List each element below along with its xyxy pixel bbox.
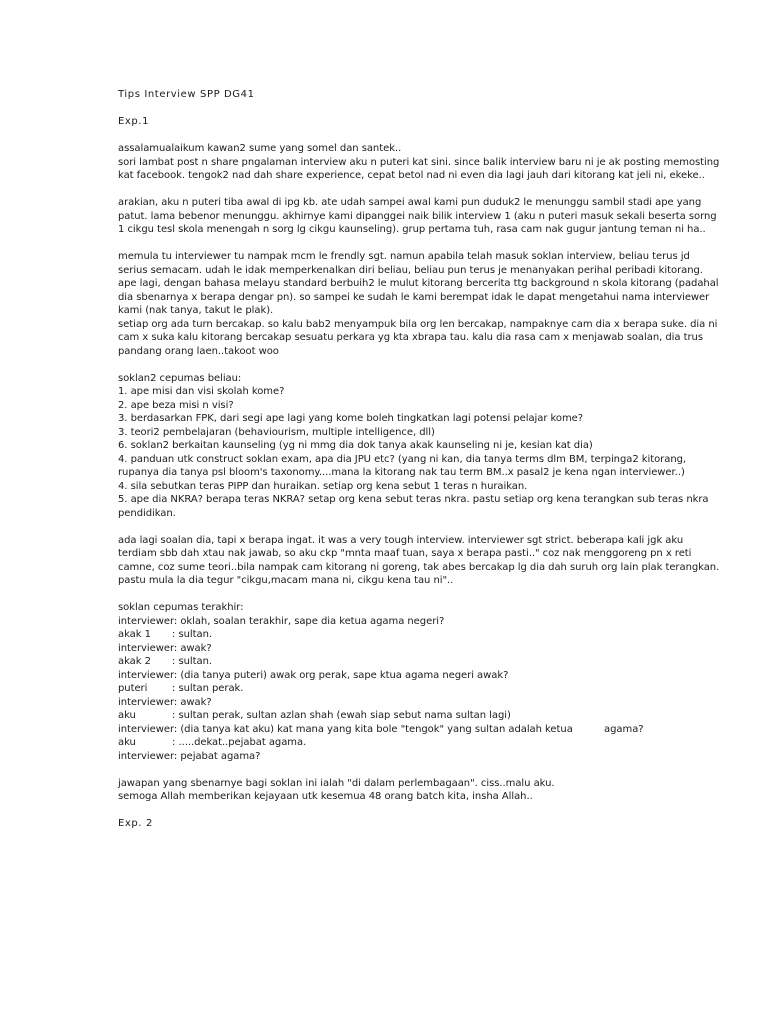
- list-heading: soklan2 cepumas beliau:: [118, 372, 242, 384]
- speaker-label: interviewer:: [118, 750, 178, 762]
- text-line: pandang orang laen..takoot woo: [118, 345, 279, 357]
- spacer: [118, 183, 668, 197]
- spacer: [118, 763, 668, 777]
- paragraph-tough-interview: [118, 534, 720, 588]
- document-title: Tips Interview SPP DG41: [118, 89, 255, 100]
- list-item: 6. soklan2 berkaitan kaunseling (yg ni mmg dia dok tanya akak kaunseling ni je, kesian kat dia): [118, 440, 593, 451]
- list-item: rupanya dia tanya psl bloom's taxonomy....mana la kitorang nak tau term BM..x pasal2 je kena ngan interviewer..): [118, 467, 685, 478]
- text-line: patut. lama bebenor menunggu. akhirnye kami dipanggei naik bilik interview 1 (aku n puteri masuk sekali beserta sorng: [118, 210, 717, 222]
- dialogue-heading: soklan cepumas terakhir:: [118, 602, 244, 613]
- speaker-label: aku: [118, 710, 136, 721]
- text-line: dia sbenarnya x berapa dengar pn). so sampei ke sudah le kami berempat idak le dapat mengetahui nama interviewer: [118, 291, 710, 303]
- dialogue-line: [118, 696, 668, 710]
- list-item: 4. panduan utk construct soklan exam, apa dia JPU etc? (yang ni kan, dia tanya terms dlm BM, terpinga2 kitorang,: [118, 453, 687, 465]
- dialogue-text: : sultan.: [172, 656, 212, 667]
- speaker-label: interviewer:: [118, 723, 178, 735]
- question-list: [118, 372, 709, 521]
- dialogue-line: [118, 669, 668, 683]
- list-item: 4. sila sebutkan teras PIPP dan huraikan. setiap org kena sebut 1 teras n huraikan.: [118, 480, 528, 492]
- spacer: [118, 520, 668, 534]
- speaker-label: akak 2: [118, 656, 151, 667]
- dialogue-text: (dia tanya kat aku) kat mana yang kita bole "tengok" yang sultan adalah ketua agama?: [177, 723, 644, 735]
- text-line: camne, coz sume teori..bila nampak cam kitorang ni goreng, tak abes bercakap lg dia dah suruh org lain plak terangkan.: [118, 561, 720, 573]
- list-item: pendidikan.: [118, 507, 176, 519]
- text-line: sori lambat post n share pngalaman interview aku n puteri kat sini. since balik interview baru ni je ak posting memosting: [118, 156, 720, 168]
- dialogue-text: oklah, soalan terakhir, sape dia ketua agama negeri?: [177, 615, 445, 627]
- dialogue-text: awak?: [177, 642, 212, 654]
- dialogue-line: [118, 642, 668, 656]
- spacer: [118, 237, 668, 251]
- spacer: [118, 129, 668, 143]
- list-item: 2. ape beza misi n visi?: [118, 399, 234, 411]
- dialogue-text: awak?: [177, 696, 212, 708]
- text-line: pastu mula la dia tegur "cikgu,macam mana ni, cikgu kena tau ni"..: [118, 575, 454, 586]
- text-line: ada lagi soalan dia, tapi x berapa ingat. it was a very tough interview. interviewer sgt strict. beberapa kali jgk aku: [118, 534, 684, 546]
- list-item: 3. berdasarkan FPK, dari segi ape lagi yang kome boleh tingkatkan lagi potensi pelajar kome?: [118, 413, 584, 424]
- section-label-exp1: Exp.1: [118, 116, 150, 127]
- text-line: jawapan yang sbenarnye bagi soklan ini ialah "di dalam perlembagaan". ciss..malu aku.: [118, 777, 555, 789]
- dialogue-text: : sultan.: [172, 629, 212, 640]
- text-line: terdiam sbb dah xtau nak jawab, so aku ckp "mnta maaf tuan, saya x berapa pasti.." coz nak menggoreng pn x reti: [118, 548, 692, 559]
- paragraph-interviewer: [118, 250, 719, 358]
- dialogue-text: : sultan perak, sultan azlan shah (ewah siap sebut nama sultan lagi): [172, 710, 511, 721]
- text-line: memula tu interviewer tu nampak mcm le frendly sgt. namun apabila telah masuk soklan interview, beliau terus jd: [118, 251, 690, 262]
- dialogue-line: [118, 723, 668, 737]
- dialogue-text: pejabat agama?: [177, 750, 261, 762]
- dialogue-line: [118, 655, 668, 669]
- text-line: cam x suka kalu kitorang bercakap sesuatu perkara yg kta xbrapa tau. kalu dia rasa cam x menjawab soalan, dia trus: [118, 332, 703, 343]
- text-line: kat facebook. tengok2 nad dah share experience, cepat betol nad ni even dia lagi jauh dari kitorang kat jeli ni, ekeke..: [118, 170, 705, 181]
- spacer: [118, 358, 668, 372]
- paragraph-answer: [118, 777, 668, 804]
- paragraph-intro: [118, 142, 720, 183]
- dialogue-line: [118, 750, 668, 764]
- dialogue-text: : sultan perak.: [172, 683, 244, 694]
- dialogue-line: [118, 615, 668, 629]
- dialogue-line: [118, 682, 668, 696]
- list-item: 5. ape dia NKRA? berapa teras NKRA? setap org kena sebut teras nkra. pastu setiap org kena terangkan sub teras nkra: [118, 494, 709, 505]
- list-item: 3. teori2 pembelajaran (behaviourism, multiple intelligence, dll): [118, 426, 435, 438]
- text-line: 1 cikgu tesl skola menengah n sorg lg cikgu kaunseling). grup pertama tuh, rasa cam nak gugur jantung teman ni ha..: [118, 224, 706, 235]
- text-line: setiap org ada turn bercakap. so kalu bab2 menyampuk bila org len bercakap, nampaknye cam dia x berapa suke. dia ni: [118, 318, 718, 330]
- text-line: ape lagi, dengan bahasa melayu standard berbuih2 le mulut kitorang bercerita ttg background n skola kitorang (padahal: [118, 278, 719, 289]
- dialogue-text: : .....dekat..pejabat agama.: [172, 737, 307, 748]
- paragraph-arrival: [118, 196, 717, 237]
- document-page: [118, 88, 720, 831]
- text-line: assalamualaikum kawan2 sume yang somel dan santek..: [118, 143, 402, 154]
- text-line: kami (nak tanya, takut le plak).: [118, 305, 274, 316]
- list-item: 1. ape misi dan visi skolah kome?: [118, 386, 285, 397]
- section-label-exp2: Exp. 2: [118, 818, 153, 829]
- spacer: [118, 804, 668, 818]
- speaker-label: akak 1: [118, 629, 151, 640]
- speaker-label: puteri: [118, 683, 148, 694]
- dialogue-line: [118, 628, 668, 642]
- speaker-label: interviewer:: [118, 642, 178, 654]
- dialogue-line: [118, 709, 668, 723]
- spacer: [118, 588, 668, 602]
- dialogue-line: [118, 736, 668, 750]
- speaker-label: aku: [118, 737, 136, 748]
- text-line: serius semacam. udah le idak memperkenalkan diri beliau, beliau pun terus je menanyakan perihal peribadi kitorang.: [118, 264, 703, 276]
- spacer: [118, 102, 668, 116]
- text-line: arakian, aku n puteri tiba awal di ipg kb. ate udah sampei awal kami pun duduk2 le menunggu sambil stadi ape yang: [118, 197, 702, 208]
- speaker-label: interviewer:: [118, 669, 178, 681]
- text-line: semoga Allah memberikan kejayaan utk kesemua 48 orang batch kita, insha Allah..: [118, 791, 533, 802]
- speaker-label: interviewer:: [118, 615, 178, 627]
- dialogue: [118, 601, 668, 763]
- speaker-label: interviewer:: [118, 696, 178, 708]
- dialogue-text: (dia tanya puteri) awak org perak, sape ktua agama negeri awak?: [177, 669, 509, 681]
